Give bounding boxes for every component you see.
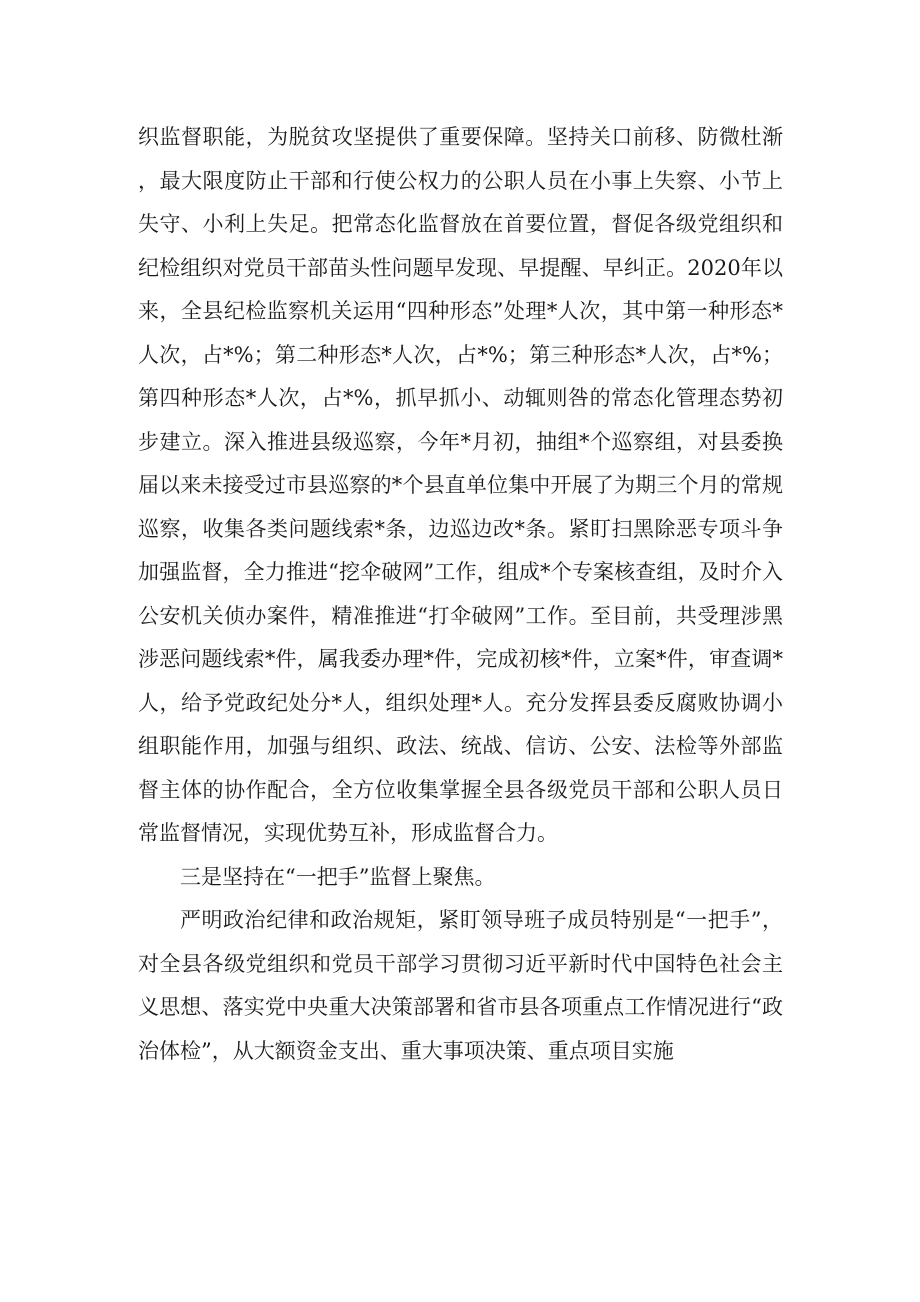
document-body [138, 116, 783, 1073]
body-paragraph-continued: 织监督职能，为脱贫攻坚提供了重要保障。坚持关口前移、防微杜渐，最大限度防止干部和行使公权力的公职人员在小事上失察、小节上失守、小利上失足。把常态化监督放在首要位置，督促各级党组织和纪检组织对党员干部苗头性问题早发现、早提醒、早纠正。2020年以来，全县纪检监察机关运用“四种形态”处理*人次，其中第一种形态*人次，占*%；第二种形态*人次，占*%；第三种形态*人次，占*%；第四种形态*人次，占*%，抓早抓小、动辄则咎的常态化管理态势初步建立。深入推进县级巡察，今年*月初，抽组*个巡察组，对县委换届以来未接受过市县巡察的*个县直单位集中开展了为期三个月的常规巡察，收集各类问题线索*条，边巡边改*条。紧盯扫黑除恶专项斗争加强监督，全力推进“挖伞破网”工作，组成*个专案核查组，及时介入公安机关侦办案件，精准推进“打伞破网”工作。至目前，共受理涉黑涉恶问题线索*件，属我委办理*件，完成初核*件，立案*件，审查调*人，给予党政纪处分*人，组织处理*人。充分发挥县委反腐败协调小组职能作用，加强与组织、政法、统战、信访、公安、法检等外部监督主体的协作配合，全方位收集掌握全县各级党员干部和公职人员日常监督情况，实现优势互补，形成监督合力。 [138, 125, 783, 845]
body-paragraph: 严明政治纪律和政治规矩，紧盯领导班子成员特别是“一把手”，对全县各级党组织和党员干部学习贯彻习近平新时代中国特色社会主义思想、落实党中央重大决策部署和省市县各项重点工作情况进行“政治体检”，从大额资金支出、重大事项决策、重点项目实施 [138, 908, 783, 1063]
section-heading-three: 三是坚持在“一把手”监督上聚焦。 [180, 864, 496, 889]
